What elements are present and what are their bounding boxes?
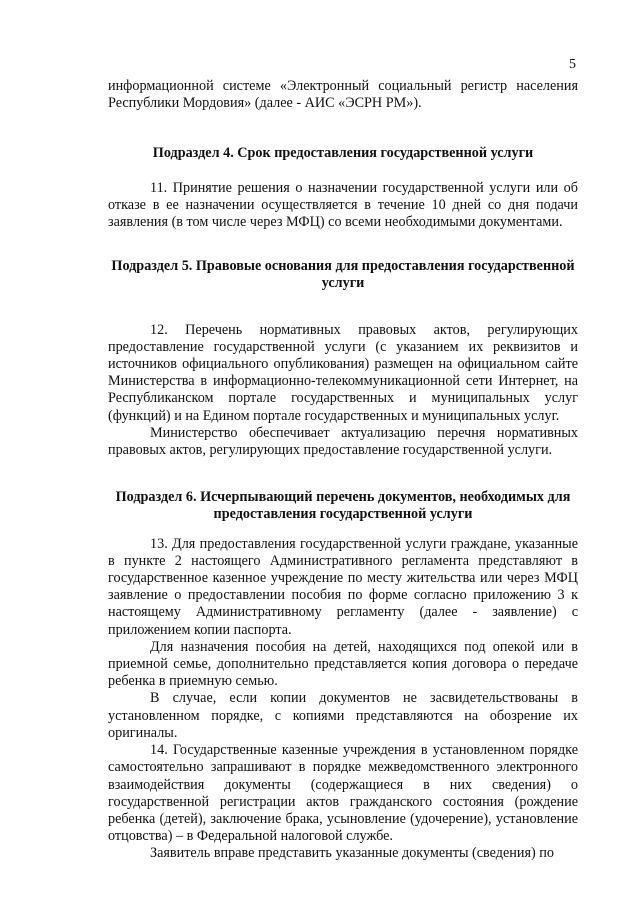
paragraph-12-continued: Министерство обеспечивает актуализацию перечня нормативных правовых актов, регулирующих предоставление государственной услуги. (108, 424, 578, 459)
intro-paragraph: информационной системе «Электронный социальный регистр населения Республики Мордовия» (далее - АИС «ЭСРН РМ»). (108, 78, 578, 112)
paragraph-13-copies: В случае, если копии документов не засвидетельствованы в установленном порядке, с копиями представляются на обозрение их оригиналы. (108, 690, 578, 741)
paragraph-13: 13. Для предоставления государственной услуги граждане, указанные в пункте 2 настоящего Административного регламента представляют в государственное казенное учреждение по месту жительства или через МФЦ заявление о предоставлении пособия по форме согласно приложению 3 к настоящему Административному регламенту (далее - заявление) с приложением копии паспорта. (108, 535, 578, 638)
paragraph-11: 11. Принятие решения о назначении государственной услуги или об отказе в ее назначении осуществляется в течение 10 дней со дня подачи заявления (в том числе через МФЦ) со всеми необходимыми документами. (108, 179, 578, 231)
document-body (108, 78, 578, 863)
section-5-heading: Подраздел 5. Правовые основания для предоставления государственной услуги (111, 258, 575, 292)
section-4-heading: Подраздел 4. Срок предоставления государственной услуги (152, 145, 534, 162)
paragraph-14: 14. Государственные казенные учреждения в установленном порядке самостоятельно запрашивают в порядке межведомственного электронного взаимодействия документы (содержащиеся в них сведения) о государственной регистрации актов гражданского состояния (рождение ребенка (детей), заключение брака, усыновление (удочерение), установление отцовства) – в Федеральной налоговой службе. (108, 742, 578, 845)
page-number: 5 (569, 57, 576, 72)
section-6-heading: Подраздел 6. Исчерпывающий перечень документов, необходимых для предоставления государственной услуги (115, 489, 571, 523)
paragraph-14-continued: Заявитель вправе представить указанные документы (сведения) по (150, 845, 554, 862)
paragraph-12: 12. Перечень нормативных правовых актов, регулирующих предоставление государственной услуги (с указанием их реквизитов и источников официального опубликования) размещен на официальном сайте Министерства в информационно-телекоммуникационной сети Интернет, на Республиканском портале государственных и муниципальных услуг (функций) и на Едином портале государственных и муниципальных услуг. (108, 321, 578, 424)
paragraph-13-foster: Для назначения пособия на детей, находящихся под опекой или в приемной семье, дополнительно представляется копия договора о передаче ребенка в приемную семью. (108, 638, 578, 690)
